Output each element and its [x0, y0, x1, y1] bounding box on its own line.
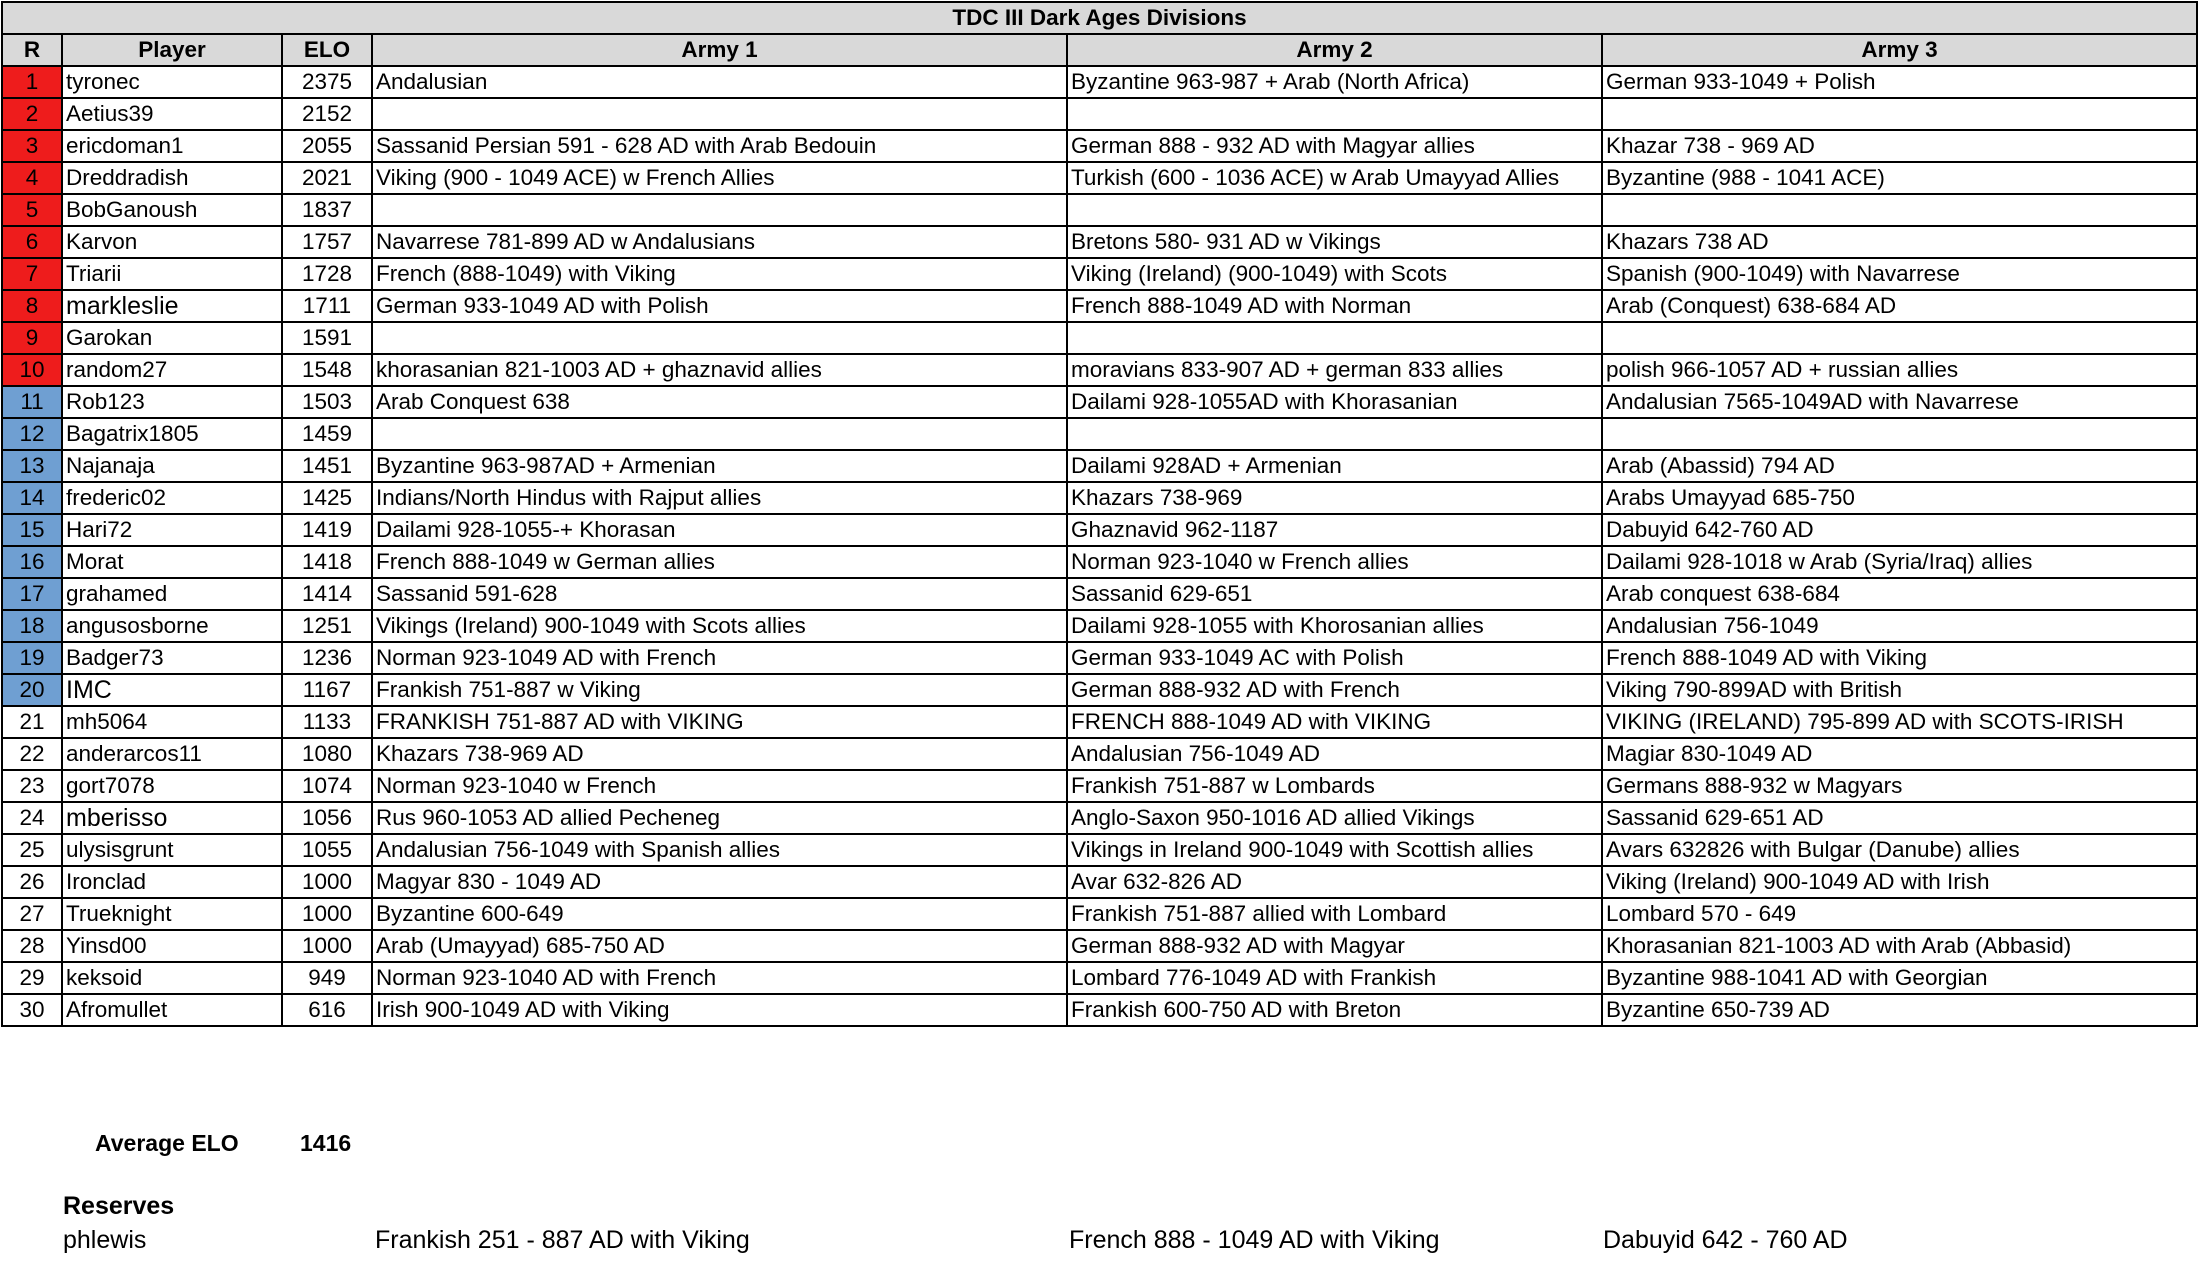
elo-cell: 1414: [282, 578, 372, 610]
army-2-cell: Ghaznavid 962-1187: [1067, 514, 1602, 546]
army-3-cell: Spanish (900-1049) with Navarrese: [1602, 258, 2197, 290]
player-cell: Garokan: [62, 322, 282, 354]
table-row: [2, 226, 2197, 258]
header-elo: ELO: [282, 34, 372, 66]
elo-cell: 1591: [282, 322, 372, 354]
elo-cell: 1711: [282, 290, 372, 322]
table-row: [2, 834, 2197, 866]
elo-cell: 1425: [282, 482, 372, 514]
army-3-cell: Magiar 830-1049 AD: [1602, 738, 2197, 770]
player-cell: Karvon: [62, 226, 282, 258]
table-row: [2, 162, 2197, 194]
army-3-cell: Andalusian 7565-1049AD with Navarrese: [1602, 386, 2197, 418]
rank-cell: 17: [2, 578, 62, 610]
table-row: [2, 770, 2197, 802]
army-2-cell: Frankish 600-750 AD with Breton: [1067, 994, 1602, 1026]
rank-cell: 15: [2, 514, 62, 546]
table-row: [2, 130, 2197, 162]
player-cell: angusosborne: [62, 610, 282, 642]
army-1-cell: Norman 923-1040 w French: [372, 770, 1067, 802]
table-body: [2, 66, 2197, 1026]
army-2-cell: German 888 - 932 AD with Magyar allies: [1067, 130, 1602, 162]
army-1-cell: [372, 322, 1067, 354]
army-3-cell: Khazars 738 AD: [1602, 226, 2197, 258]
table-row: [2, 674, 2197, 706]
elo-cell: 1000: [282, 898, 372, 930]
elo-cell: 1000: [282, 930, 372, 962]
reserve-army-3: Dabuyid 642 - 760 AD: [1603, 1226, 1848, 1254]
army-1-cell: [372, 418, 1067, 450]
table-title: TDC III Dark Ages Divisions: [2, 2, 2197, 34]
elo-cell: 1055: [282, 834, 372, 866]
army-2-cell: Frankish 751-887 allied with Lombard: [1067, 898, 1602, 930]
army-2-cell: Dailami 928AD + Armenian: [1067, 450, 1602, 482]
army-2-cell: Frankish 751-887 w Lombards: [1067, 770, 1602, 802]
army-2-cell: German 888-932 AD with French: [1067, 674, 1602, 706]
army-2-cell: Avar 632-826 AD: [1067, 866, 1602, 898]
rank-cell: 7: [2, 258, 62, 290]
table-row: [2, 994, 2197, 1026]
table-row: [2, 578, 2197, 610]
table-row: [2, 610, 2197, 642]
army-3-cell: Byzantine (988 - 1041 ACE): [1602, 162, 2197, 194]
army-3-cell: Dabuyid 642-760 AD: [1602, 514, 2197, 546]
army-1-cell: French (888-1049) with Viking: [372, 258, 1067, 290]
army-2-cell: Dailami 928-1055AD with Khorasanian: [1067, 386, 1602, 418]
elo-cell: 1757: [282, 226, 372, 258]
army-2-cell: Dailami 928-1055 with Khorosanian allies: [1067, 610, 1602, 642]
army-3-cell: VIKING (IRELAND) 795-899 AD with SCOTS-IRISH: [1602, 706, 2197, 738]
elo-cell: 1419: [282, 514, 372, 546]
army-1-cell: French 888-1049 w German allies: [372, 546, 1067, 578]
rank-cell: 14: [2, 482, 62, 514]
army-1-cell: [372, 98, 1067, 130]
player-cell: frederic02: [62, 482, 282, 514]
elo-cell: 1728: [282, 258, 372, 290]
rank-cell: 4: [2, 162, 62, 194]
divisions-table: [1, 1, 2198, 1027]
average-elo-value: 1416: [300, 1130, 352, 1156]
table-row: [2, 962, 2197, 994]
rank-cell: 28: [2, 930, 62, 962]
table-row: [2, 450, 2197, 482]
elo-cell: 1837: [282, 194, 372, 226]
player-cell: Badger73: [62, 642, 282, 674]
army-3-cell: [1602, 98, 2197, 130]
army-3-cell: [1602, 322, 2197, 354]
elo-cell: 2375: [282, 66, 372, 98]
army-3-cell: Avars 632826 with Bulgar (Danube) allies: [1602, 834, 2197, 866]
army-3-cell: Byzantine 650-739 AD: [1602, 994, 2197, 1026]
player-cell: tyronec: [62, 66, 282, 98]
rank-cell: 27: [2, 898, 62, 930]
player-cell: mh5064: [62, 706, 282, 738]
army-1-cell: Norman 923-1049 AD with French: [372, 642, 1067, 674]
table-row: [2, 194, 2197, 226]
elo-cell: 2055: [282, 130, 372, 162]
army-2-cell: Viking (Ireland) (900-1049) with Scots: [1067, 258, 1602, 290]
rank-cell: 10: [2, 354, 62, 386]
rank-cell: 19: [2, 642, 62, 674]
elo-cell: 949: [282, 962, 372, 994]
table-row: [2, 898, 2197, 930]
header-player: Player: [62, 34, 282, 66]
player-cell: Najanaja: [62, 450, 282, 482]
army-1-cell: Andalusian 756-1049 with Spanish allies: [372, 834, 1067, 866]
army-2-cell: German 933-1049 AC with Polish: [1067, 642, 1602, 674]
rank-cell: 29: [2, 962, 62, 994]
player-cell: gort7078: [62, 770, 282, 802]
elo-cell: 1503: [282, 386, 372, 418]
army-3-cell: Germans 888-932 w Magyars: [1602, 770, 2197, 802]
army-3-cell: Andalusian 756-1049: [1602, 610, 2197, 642]
player-cell: grahamed: [62, 578, 282, 610]
army-2-cell: Sassanid 629-651: [1067, 578, 1602, 610]
army-2-cell: Lombard 776-1049 AD with Frankish: [1067, 962, 1602, 994]
army-2-cell: FRENCH 888-1049 AD with VIKING: [1067, 706, 1602, 738]
elo-cell: 1548: [282, 354, 372, 386]
army-1-cell: Arab (Umayyad) 685-750 AD: [372, 930, 1067, 962]
army-1-cell: FRANKISH 751-887 AD with VIKING: [372, 706, 1067, 738]
player-cell: random27: [62, 354, 282, 386]
spreadsheet: [1, 1, 2196, 1027]
army-2-cell: Turkish (600 - 1036 ACE) w Arab Umayyad Allies: [1067, 162, 1602, 194]
rank-cell: 18: [2, 610, 62, 642]
reserve-army-2: French 888 - 1049 AD with Viking: [1069, 1226, 1440, 1254]
army-1-cell: Dailami 928-1055-+ Khorasan: [372, 514, 1067, 546]
header-rank: R: [2, 34, 62, 66]
army-2-cell: French 888-1049 AD with Norman: [1067, 290, 1602, 322]
army-1-cell: Irish 900-1049 AD with Viking: [372, 994, 1067, 1026]
rank-cell: 16: [2, 546, 62, 578]
player-cell: Morat: [62, 546, 282, 578]
header-army-1: Army 1: [372, 34, 1067, 66]
army-2-cell: [1067, 418, 1602, 450]
army-1-cell: Norman 923-1040 AD with French: [372, 962, 1067, 994]
rank-cell: 25: [2, 834, 62, 866]
army-2-cell: Andalusian 756-1049 AD: [1067, 738, 1602, 770]
reserves-title: Reserves: [63, 1192, 175, 1220]
army-1-cell: Andalusian: [372, 66, 1067, 98]
elo-cell: 2021: [282, 162, 372, 194]
player-cell: IMC: [62, 674, 282, 706]
army-1-cell: German 933-1049 AD with Polish: [372, 290, 1067, 322]
army-2-cell: Bretons 580- 931 AD w Vikings: [1067, 226, 1602, 258]
rank-cell: 9: [2, 322, 62, 354]
army-1-cell: Frankish 751-887 w Viking: [372, 674, 1067, 706]
table-row: [2, 482, 2197, 514]
table-row: [2, 866, 2197, 898]
table-row: [2, 258, 2197, 290]
table-row: [2, 706, 2197, 738]
player-cell: Trueknight: [62, 898, 282, 930]
rank-cell: 24: [2, 802, 62, 834]
army-3-cell: [1602, 418, 2197, 450]
table-row: [2, 322, 2197, 354]
table-row: [2, 418, 2197, 450]
rank-cell: 21: [2, 706, 62, 738]
elo-cell: 1080: [282, 738, 372, 770]
army-2-cell: Anglo-Saxon 950-1016 AD allied Vikings: [1067, 802, 1602, 834]
elo-cell: 1133: [282, 706, 372, 738]
rank-cell: 22: [2, 738, 62, 770]
army-2-cell: moravians 833-907 AD + german 833 allies: [1067, 354, 1602, 386]
army-3-cell: Dailami 928-1018 w Arab (Syria/Iraq) allies: [1602, 546, 2197, 578]
player-cell: Triarii: [62, 258, 282, 290]
army-3-cell: Khorasanian 821-1003 AD with Arab (Abbasid): [1602, 930, 2197, 962]
army-3-cell: Viking (Ireland) 900-1049 AD with Irish: [1602, 866, 2197, 898]
elo-cell: 616: [282, 994, 372, 1026]
table-row: [2, 98, 2197, 130]
player-cell: keksoid: [62, 962, 282, 994]
rank-cell: 5: [2, 194, 62, 226]
army-2-cell: [1067, 98, 1602, 130]
army-3-cell: Arab conquest 638-684: [1602, 578, 2197, 610]
player-cell: Dreddradish: [62, 162, 282, 194]
reserve-player: phlewis: [63, 1226, 147, 1254]
player-cell: Rob123: [62, 386, 282, 418]
rank-cell: 26: [2, 866, 62, 898]
player-cell: Aetius39: [62, 98, 282, 130]
army-3-cell: [1602, 194, 2197, 226]
army-3-cell: Arab (Conquest) 638-684 AD: [1602, 290, 2197, 322]
table-row: [2, 642, 2197, 674]
army-1-cell: Magyar 830 - 1049 AD: [372, 866, 1067, 898]
army-2-cell: Khazars 738-969: [1067, 482, 1602, 514]
table-row: [2, 738, 2197, 770]
rank-cell: 3: [2, 130, 62, 162]
army-1-cell: khorasanian 821-1003 AD + ghaznavid allies: [372, 354, 1067, 386]
elo-cell: 1451: [282, 450, 372, 482]
army-1-cell: Arab Conquest 638: [372, 386, 1067, 418]
army-3-cell: Arab (Abassid) 794 AD: [1602, 450, 2197, 482]
player-cell: anderarcos11: [62, 738, 282, 770]
table-row: [2, 546, 2197, 578]
player-cell: ulysisgrunt: [62, 834, 282, 866]
player-cell: ericdoman1: [62, 130, 282, 162]
player-cell: Hari72: [62, 514, 282, 546]
army-1-cell: Vikings (Ireland) 900-1049 with Scots allies: [372, 610, 1067, 642]
reserve-army-1: Frankish 251 - 887 AD with Viking: [375, 1226, 750, 1254]
army-2-cell: Norman 923-1040 w French allies: [1067, 546, 1602, 578]
rank-cell: 23: [2, 770, 62, 802]
army-2-cell: [1067, 194, 1602, 226]
elo-cell: 1167: [282, 674, 372, 706]
army-1-cell: Viking (900 - 1049 ACE) w French Allies: [372, 162, 1067, 194]
header-army-2: Army 2: [1067, 34, 1602, 66]
elo-cell: 1236: [282, 642, 372, 674]
table-row: [2, 930, 2197, 962]
army-1-cell: [372, 194, 1067, 226]
table-row: [2, 514, 2197, 546]
army-1-cell: Rus 960-1053 AD allied Pecheneg: [372, 802, 1067, 834]
header-army-3: Army 3: [1602, 34, 2197, 66]
elo-cell: 1056: [282, 802, 372, 834]
elo-cell: 1251: [282, 610, 372, 642]
player-cell: Bagatrix1805: [62, 418, 282, 450]
rank-cell: 13: [2, 450, 62, 482]
army-3-cell: Lombard 570 - 649: [1602, 898, 2197, 930]
rank-cell: 12: [2, 418, 62, 450]
army-3-cell: Sassanid 629-651 AD: [1602, 802, 2197, 834]
army-1-cell: Indians/North Hindus with Rajput allies: [372, 482, 1067, 514]
table-row: [2, 802, 2197, 834]
average-elo-label: Average ELO: [95, 1130, 239, 1156]
table-row: [2, 290, 2197, 322]
army-1-cell: Khazars 738-969 AD: [372, 738, 1067, 770]
player-cell: markleslie: [62, 290, 282, 322]
table-row: [2, 66, 2197, 98]
elo-cell: 1418: [282, 546, 372, 578]
player-cell: Yinsd00: [62, 930, 282, 962]
rank-cell: 1: [2, 66, 62, 98]
army-2-cell: German 888-932 AD with Magyar: [1067, 930, 1602, 962]
rank-cell: 8: [2, 290, 62, 322]
army-3-cell: German 933-1049 + Polish: [1602, 66, 2197, 98]
army-3-cell: polish 966-1057 AD + russian allies: [1602, 354, 2197, 386]
army-1-cell: Byzantine 600-649: [372, 898, 1067, 930]
army-2-cell: Vikings in Ireland 900-1049 with Scottish allies: [1067, 834, 1602, 866]
player-cell: Afromullet: [62, 994, 282, 1026]
player-cell: Ironclad: [62, 866, 282, 898]
elo-cell: 1459: [282, 418, 372, 450]
army-3-cell: Viking 790-899AD with British: [1602, 674, 2197, 706]
table-row: [2, 386, 2197, 418]
army-1-cell: Navarrese 781-899 AD w Andalusians: [372, 226, 1067, 258]
army-3-cell: French 888-1049 AD with Viking: [1602, 642, 2197, 674]
army-1-cell: Sassanid Persian 591 - 628 AD with Arab Bedouin: [372, 130, 1067, 162]
rank-cell: 2: [2, 98, 62, 130]
rank-cell: 20: [2, 674, 62, 706]
army-2-cell: Byzantine 963-987 + Arab (North Africa): [1067, 66, 1602, 98]
rank-cell: 11: [2, 386, 62, 418]
rank-cell: 30: [2, 994, 62, 1026]
army-2-cell: [1067, 322, 1602, 354]
army-3-cell: Khazar 738 - 969 AD: [1602, 130, 2197, 162]
army-3-cell: Byzantine 988-1041 AD with Georgian: [1602, 962, 2197, 994]
table-row: [2, 354, 2197, 386]
army-1-cell: Sassanid 591-628: [372, 578, 1067, 610]
rank-cell: 6: [2, 226, 62, 258]
player-cell: mberisso: [62, 802, 282, 834]
elo-cell: 2152: [282, 98, 372, 130]
elo-cell: 1000: [282, 866, 372, 898]
army-1-cell: Byzantine 963-987AD + Armenian: [372, 450, 1067, 482]
army-3-cell: Arabs Umayyad 685-750: [1602, 482, 2197, 514]
player-cell: BobGanoush: [62, 194, 282, 226]
elo-cell: 1074: [282, 770, 372, 802]
